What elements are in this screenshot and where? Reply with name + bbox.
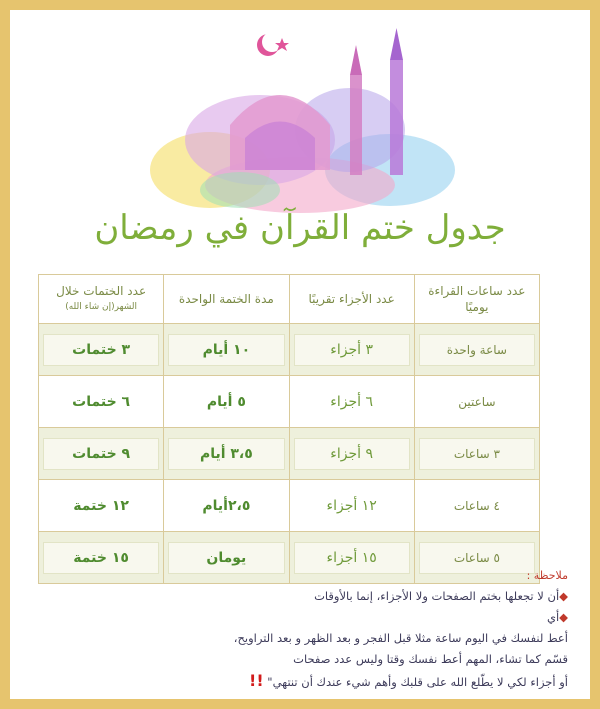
header-duration: مدة الختمة الواحدة <box>164 275 289 324</box>
note-line-4: قسّم كما تشاء، المهم أعط نفسك وقتا وليس عدد صفحات <box>293 652 568 666</box>
table-row <box>39 324 540 376</box>
cell-khatmat: ٦ ختمات <box>39 376 164 428</box>
cell-parts: ١٥ أجزاء <box>289 532 414 584</box>
cell-days: ١٠ أيام <box>164 324 289 376</box>
cell-hours: ساعتين <box>414 376 539 428</box>
mosque-illustration <box>140 20 460 220</box>
cell-parts: ٣ أجزاء <box>289 324 414 376</box>
header-khatmat <box>39 275 164 324</box>
cell-parts: ٦ أجزاء <box>289 376 414 428</box>
bullet-icon: ◆ <box>559 589 568 603</box>
table-row <box>39 376 540 428</box>
cell-days: ٥ أيام <box>164 376 289 428</box>
note-line-1: ◆أن لا تجعلها بختم الصفحات ولا الأجزاء، إنما بالأوقات <box>314 589 568 603</box>
header-hours: عدد ساعات القراءة يوميًا <box>414 275 539 324</box>
cell-parts: ١٢ أجزاء <box>289 480 414 532</box>
bullet-icon: ◆ <box>559 610 568 624</box>
note-line-5: أو أجزاء لكي لا يطّلع الله على قلبك وأهم شيء عندك أن تنتهي" !! <box>249 671 568 690</box>
khatm-schedule-table <box>38 274 540 584</box>
cell-khatmat: ١٥ ختمة <box>39 532 164 584</box>
note-section <box>28 565 568 693</box>
cell-khatmat: ١٢ ختمة <box>39 480 164 532</box>
table-row <box>39 480 540 532</box>
cell-days: ٣،٥ أيام <box>164 428 289 480</box>
note-line-2: ◆أي <box>546 610 568 624</box>
header-khatmat-label: عدد الختمات خلال <box>56 284 147 298</box>
cell-khatmat: ٩ ختمات <box>39 428 164 480</box>
header-khatmat-sub: الشهر(إن شاء الله) <box>65 302 138 312</box>
cell-days: ٢،٥أيام <box>164 480 289 532</box>
cell-hours: ساعة واحدة <box>414 324 539 376</box>
page-title: جدول ختم القرآن في رمضان <box>94 208 506 248</box>
exclamation-marks: !! <box>249 671 264 690</box>
note-heading: ملاحظة : <box>526 569 568 582</box>
cell-khatmat: ٣ ختمات <box>39 324 164 376</box>
note-line-3: أعط لنفسك في اليوم ساعة مثلا قبل الفجر و بعد الظهر و بعد التراويح، <box>233 631 568 645</box>
header-parts: عدد الأجزاء تقريبًا <box>289 275 414 324</box>
cell-days: يومان <box>164 532 289 584</box>
cell-hours: ٣ ساعات <box>414 428 539 480</box>
table-header-row <box>39 275 540 324</box>
cell-hours: ٤ ساعات <box>414 480 539 532</box>
cell-parts: ٩ أجزاء <box>289 428 414 480</box>
table-row <box>39 428 540 480</box>
cell-hours: ٥ ساعات <box>414 532 539 584</box>
